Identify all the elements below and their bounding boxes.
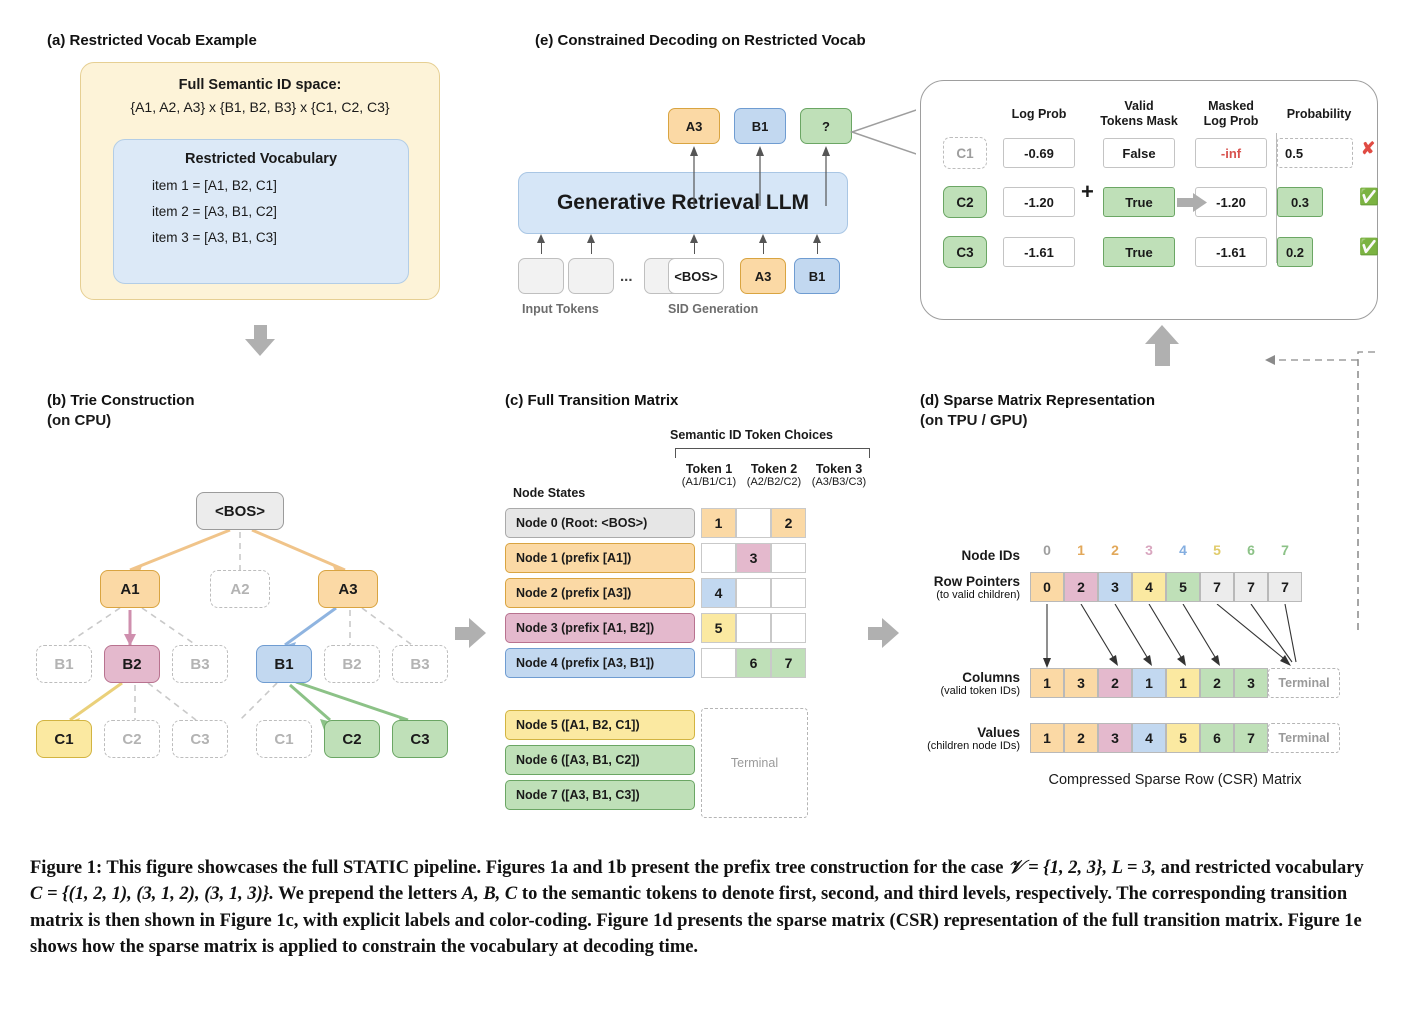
mask-apply-arrow bbox=[1177, 191, 1211, 215]
csr-to-mask-dashed-link bbox=[1120, 330, 1380, 640]
trie-node-c3-left: C3 bbox=[172, 720, 228, 758]
masked-log-prob-c1: -inf bbox=[1195, 138, 1267, 168]
matrix-col-2-header bbox=[745, 462, 803, 488]
matrix-cell-r4c0 bbox=[701, 648, 736, 678]
context-token-a3: A3 bbox=[740, 258, 786, 294]
columns-label: Columns bbox=[962, 670, 1020, 685]
columns-sub: (valid token IDs) bbox=[940, 685, 1020, 697]
node-ids-label: Node IDs bbox=[961, 548, 1020, 563]
matrix-row-label-3: Node 3 (prefix [A1, B2]) bbox=[505, 613, 695, 643]
trie-node-b2-left: B2 bbox=[104, 645, 160, 683]
matrix-row-label-4: Node 4 (prefix [A3, B1]) bbox=[505, 648, 695, 678]
columns-labels bbox=[900, 670, 1020, 697]
panel-b-title: (b) Trie Construction bbox=[47, 392, 195, 409]
header-valid-mask-line1: Valid bbox=[1124, 99, 1154, 113]
caption-text-2: and restricted vocabulary bbox=[1155, 858, 1364, 878]
node-id: 7 bbox=[1281, 542, 1289, 558]
generative-retrieval-llm-box: Generative Retrieval LLM bbox=[518, 172, 848, 234]
restricted-vocabulary-title: Restricted Vocabulary bbox=[184, 151, 338, 167]
arrow-a-to-b bbox=[245, 325, 275, 356]
context-token-b1: B1 bbox=[794, 258, 840, 294]
header-masked-log-prob-line2: Log Prob bbox=[1203, 114, 1259, 128]
probability-c1: 0.5 bbox=[1277, 138, 1353, 168]
matrix-col-3-name: Token 3 bbox=[815, 462, 863, 476]
matrix-terminal-row-5: Node 5 ([A1, B2, C1]) bbox=[505, 710, 695, 740]
trie-node-b1-left: B1 bbox=[36, 645, 92, 683]
node-id: 5 bbox=[1213, 542, 1221, 558]
matrix-terminal-row-6: Node 6 ([A3, B1, C2]) bbox=[505, 745, 695, 775]
output-token-a3: A3 bbox=[668, 108, 720, 144]
node-id: 6 bbox=[1247, 542, 1255, 558]
panel-d-subtitle: (on TPU / GPU) bbox=[920, 412, 1028, 429]
header-probability: Probability bbox=[1286, 107, 1352, 121]
trie-node-b3-left: B3 bbox=[172, 645, 228, 683]
row-pointer-cell: 3 bbox=[1098, 572, 1132, 602]
matrix-col-1-header bbox=[680, 462, 738, 488]
caption-prefix: Figure 1: bbox=[30, 858, 103, 878]
row-pointers-label: Row Pointers bbox=[933, 574, 1020, 589]
columns-cell: 3 bbox=[1234, 668, 1268, 698]
matrix-terminal-block: Terminal bbox=[701, 708, 808, 818]
matrix-cell-r3c2 bbox=[771, 613, 806, 643]
trie-node-a3: A3 bbox=[318, 570, 378, 608]
columns-cell: 3 bbox=[1064, 668, 1098, 698]
panel-d-title: (d) Sparse Matrix Representation bbox=[920, 392, 1156, 409]
values-cell: 7 bbox=[1234, 723, 1268, 753]
trie-node-b1-right: B1 bbox=[256, 645, 312, 683]
plus-symbol: + bbox=[1081, 179, 1094, 204]
vocab-card bbox=[80, 62, 440, 300]
matrix-cell-r4c2: 7 bbox=[771, 648, 806, 678]
probability-axis bbox=[1276, 133, 1277, 263]
valid-mask-c3: True bbox=[1103, 237, 1175, 267]
output-token-b1: B1 bbox=[734, 108, 786, 144]
matrix-cell-r1c0 bbox=[701, 543, 736, 573]
values-cell: 1 bbox=[1030, 723, 1064, 753]
node-id: 4 bbox=[1179, 542, 1187, 558]
transition-matrix bbox=[505, 420, 867, 820]
arrow-c-to-d bbox=[868, 618, 899, 648]
input-tokens-label: Input Tokens bbox=[522, 302, 599, 316]
values-terminal: Terminal bbox=[1268, 723, 1340, 753]
trie-node-b3-right: B3 bbox=[392, 645, 448, 683]
matrix-col-2-sub: (A2/B2/C2) bbox=[746, 476, 802, 488]
bos-token-box: <BOS> bbox=[668, 258, 724, 294]
caption-text-4: to the semantic tokens to denote first, second, and third levels, respectively. The corresponding transition matrix is then shown in Figure 1c, with explicit labels and color-coding. Figure 1d presents the sparse matrix (CSR) representation of the full transition matrix. Figure 1e shows how the sparse matrix is applied to constrain the vocabulary at decoding time. bbox=[30, 884, 1362, 957]
row-pointer-cell: 2 bbox=[1064, 572, 1098, 602]
header-valid-mask-line2: Tokens Mask bbox=[1100, 114, 1178, 128]
panel-b-subtitle: (on CPU) bbox=[47, 412, 112, 429]
matrix-cell-r3c0: 5 bbox=[701, 613, 736, 643]
matrix-terminal-row-7: Node 7 ([A3, B1, C3]) bbox=[505, 780, 695, 810]
matrix-col-1-sub: (A1/B1/C1) bbox=[681, 476, 737, 488]
full-semantic-id-space-value: {A1, A2, A3} x {B1, B2, B3} x {C1, C2, C3} bbox=[130, 99, 390, 115]
trie-diagram bbox=[0, 430, 500, 830]
values-cell: 5 bbox=[1166, 723, 1200, 753]
log-prob-c3: -1.61 bbox=[1003, 237, 1075, 267]
input-token-box bbox=[568, 258, 614, 294]
values-labels bbox=[900, 725, 1020, 752]
caption-text-1: This figure showcases the full STATIC pipeline. Figures 1a and 1b present the prefix tree construction for the case bbox=[102, 858, 1009, 878]
values-label: Values bbox=[977, 725, 1020, 740]
semantic-id-token-choices-label: Semantic ID Token Choices bbox=[670, 428, 834, 442]
node-id: 3 bbox=[1145, 542, 1153, 558]
matrix-cell-r0c0: 1 bbox=[701, 508, 736, 538]
row-pointer-cell: 0 bbox=[1030, 572, 1064, 602]
columns-cell: 1 bbox=[1166, 668, 1200, 698]
panel-a-title: (a) Restricted Vocab Example bbox=[47, 32, 257, 49]
values-cell: 4 bbox=[1132, 723, 1166, 753]
input-arrowheads bbox=[518, 234, 838, 258]
valid-mark-icon: ✅ bbox=[1359, 189, 1379, 206]
matrix-header-bracket bbox=[675, 448, 870, 458]
arrow-b-to-c bbox=[455, 618, 486, 648]
input-tokens-ellipsis: ... bbox=[620, 268, 633, 285]
matrix-row-label-2: Node 2 (prefix [A3]) bbox=[505, 578, 695, 608]
output-token-next: ? bbox=[800, 108, 852, 144]
row-pointer-cell: 7 bbox=[1234, 572, 1268, 602]
figure-caption bbox=[30, 855, 1375, 960]
panel-c-title: (c) Full Transition Matrix bbox=[505, 392, 679, 409]
panel-e-title: (e) Constrained Decoding on Restricted Vocab bbox=[535, 32, 866, 49]
columns-cell: 1 bbox=[1132, 668, 1166, 698]
valid-mask-c2: True bbox=[1103, 187, 1175, 217]
matrix-cells bbox=[701, 508, 808, 686]
header-masked-log-prob-line1: Masked bbox=[1208, 99, 1254, 113]
node-states-label: Node States bbox=[513, 486, 586, 500]
log-prob-c2: -1.20 bbox=[1003, 187, 1075, 217]
trie-node-bos: <BOS> bbox=[196, 492, 284, 530]
matrix-cell-r1c2 bbox=[771, 543, 806, 573]
full-semantic-id-space-label: Full Semantic ID space: bbox=[178, 77, 342, 93]
masked-log-prob-c3: -1.61 bbox=[1195, 237, 1267, 267]
matrix-row-label-0: Node 0 (Root: <BOS>) bbox=[505, 508, 695, 538]
matrix-cell-r2c1 bbox=[736, 578, 771, 608]
caption-math-2: C = {(1, 2, 1), (3, 1, 2), (3, 1, 3)}. bbox=[30, 884, 274, 905]
caption-math-3: A, B, C bbox=[461, 884, 518, 905]
vocab-item: item 1 = [A1, B2, C1] bbox=[152, 178, 277, 193]
vocab-item: item 2 = [A3, B1, C2] bbox=[152, 204, 277, 219]
bubble-token-c2: C2 bbox=[943, 186, 987, 218]
row-pointers-sub: (to valid children) bbox=[936, 589, 1020, 601]
valid-mask-c1: False bbox=[1103, 138, 1175, 168]
columns-terminal: Terminal bbox=[1268, 668, 1340, 698]
row-pointer-cell: 5 bbox=[1166, 572, 1200, 602]
node-id: 2 bbox=[1111, 542, 1119, 558]
matrix-cell-r4c1: 6 bbox=[736, 648, 771, 678]
matrix-col-3-sub: (A3/B3/C3) bbox=[811, 476, 867, 488]
restricted-vocabulary-box bbox=[113, 139, 409, 284]
matrix-cell-r1c1: 3 bbox=[736, 543, 771, 573]
row-pointers-labels bbox=[900, 574, 1020, 601]
values-row bbox=[1030, 723, 1340, 753]
node-id: 1 bbox=[1077, 542, 1085, 558]
matrix-col-2-name: Token 2 bbox=[750, 462, 798, 476]
bubble-token-c3: C3 bbox=[943, 236, 987, 268]
masked-log-prob-c2: -1.20 bbox=[1195, 187, 1267, 217]
vocab-item: item 3 = [A3, B1, C3] bbox=[152, 230, 277, 245]
columns-cell: 1 bbox=[1030, 668, 1064, 698]
matrix-cell-r3c1 bbox=[736, 613, 771, 643]
values-sub: (children node IDs) bbox=[927, 740, 1020, 752]
constrained-decoding-bubble bbox=[920, 80, 1378, 320]
bubble-token-c1: C1 bbox=[943, 137, 987, 169]
columns-cell: 2 bbox=[1200, 668, 1234, 698]
trie-node-c1-left: C1 bbox=[36, 720, 92, 758]
row-pointer-cell: 7 bbox=[1268, 572, 1302, 602]
matrix-col-3-header bbox=[810, 462, 868, 488]
matrix-row-label-1: Node 1 (prefix [A1]) bbox=[505, 543, 695, 573]
values-cell: 6 bbox=[1200, 723, 1234, 753]
matrix-cell-r0c2: 2 bbox=[771, 508, 806, 538]
probability-c3: 0.2 bbox=[1277, 237, 1313, 267]
row-pointer-cell: 4 bbox=[1132, 572, 1166, 602]
input-token-box bbox=[518, 258, 564, 294]
matrix-col-1-name: Token 1 bbox=[685, 462, 733, 476]
columns-cell: 2 bbox=[1098, 668, 1132, 698]
log-prob-c1: -0.69 bbox=[1003, 138, 1075, 168]
matrix-cell-r2c2 bbox=[771, 578, 806, 608]
sid-generation-label: SID Generation bbox=[668, 302, 759, 316]
trie-node-a1: A1 bbox=[100, 570, 160, 608]
node-id: 0 bbox=[1043, 542, 1051, 558]
row-pointer-cell: 7 bbox=[1200, 572, 1234, 602]
values-cell: 2 bbox=[1064, 723, 1098, 753]
values-cell: 3 bbox=[1098, 723, 1132, 753]
trie-node-b2-right: B2 bbox=[324, 645, 380, 683]
caption-math-1: 𝒱 = {1, 2, 3}, L = 3, bbox=[1008, 858, 1156, 878]
trie-node-a2: A2 bbox=[210, 570, 270, 608]
header-log-prob: Log Prob bbox=[1011, 107, 1067, 121]
columns-row bbox=[1030, 668, 1340, 698]
matrix-cell-r0c1 bbox=[736, 508, 771, 538]
caption-text-3: We prepend the letters bbox=[273, 884, 462, 905]
trie-node-c3-right: C3 bbox=[392, 720, 448, 758]
probability-c2: 0.3 bbox=[1277, 187, 1323, 217]
trie-node-c2-right: C2 bbox=[324, 720, 380, 758]
csr-footer: Compressed Sparse Row (CSR) Matrix bbox=[1048, 772, 1302, 788]
matrix-cell-r2c0: 4 bbox=[701, 578, 736, 608]
valid-mark-icon: ✅ bbox=[1359, 239, 1379, 256]
trie-node-c1-right: C1 bbox=[256, 720, 312, 758]
trie-node-c2-left: C2 bbox=[104, 720, 160, 758]
invalid-mark-icon: ✘ bbox=[1361, 139, 1376, 158]
